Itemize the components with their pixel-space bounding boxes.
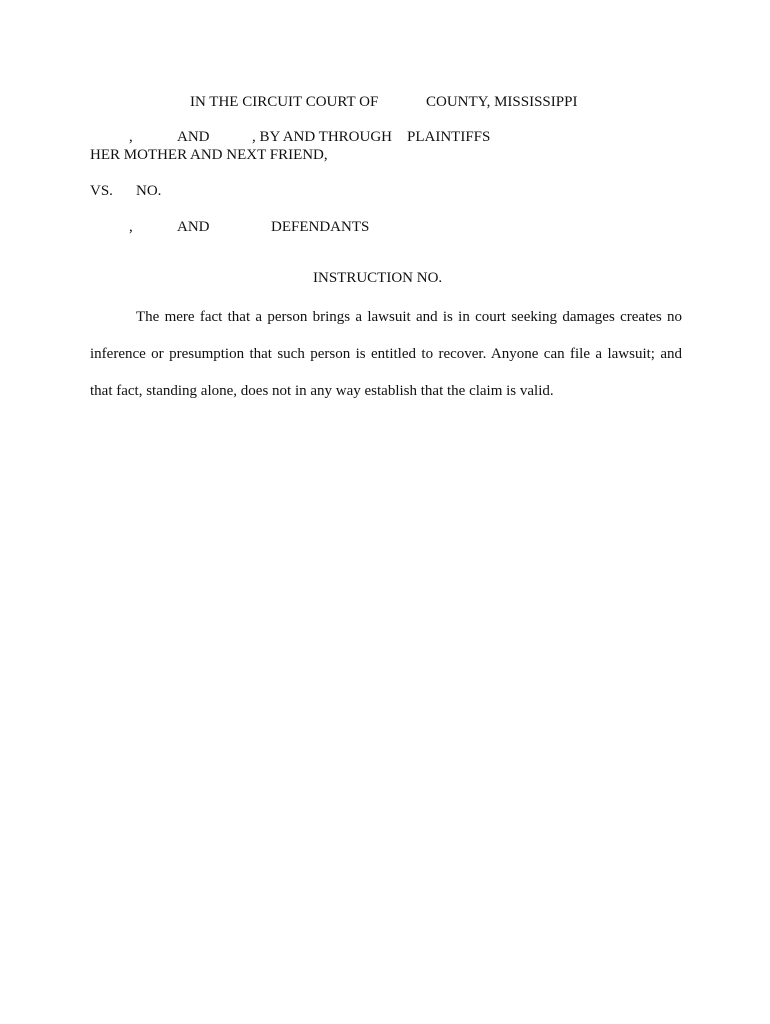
plaintiff-by-and-through: , BY AND THROUGH — [252, 129, 393, 145]
instruction-line-3: that fact, standing alone, does not in any way establish that the claim is valid. — [90, 383, 554, 399]
defendant-and: AND — [177, 219, 210, 235]
court-county-state: COUNTY, MISSISSIPPI — [426, 94, 578, 110]
instruction-heading: INSTRUCTION NO. — [313, 270, 443, 286]
plaintiffs-label: PLAINTIFFS — [407, 129, 491, 145]
plaintiff-and: AND — [177, 129, 210, 145]
case-number-label: NO. — [136, 183, 162, 199]
instruction-line-1: The mere fact that a person brings a lawsuit and is in court seeking damages creates no — [136, 309, 682, 325]
versus-label: VS. — [90, 183, 113, 199]
defendant-comma: , — [129, 219, 133, 235]
defendants-label: DEFENDANTS — [271, 219, 370, 235]
plaintiff-continuation: HER MOTHER AND NEXT FRIEND, — [90, 147, 328, 163]
court-name-left: IN THE CIRCUIT COURT OF — [190, 94, 379, 110]
plaintiff-comma: , — [129, 129, 133, 145]
instruction-line-2: inference or presumption that such person is entitled to recover. Anyone can file a lawsuit; and — [90, 346, 682, 362]
